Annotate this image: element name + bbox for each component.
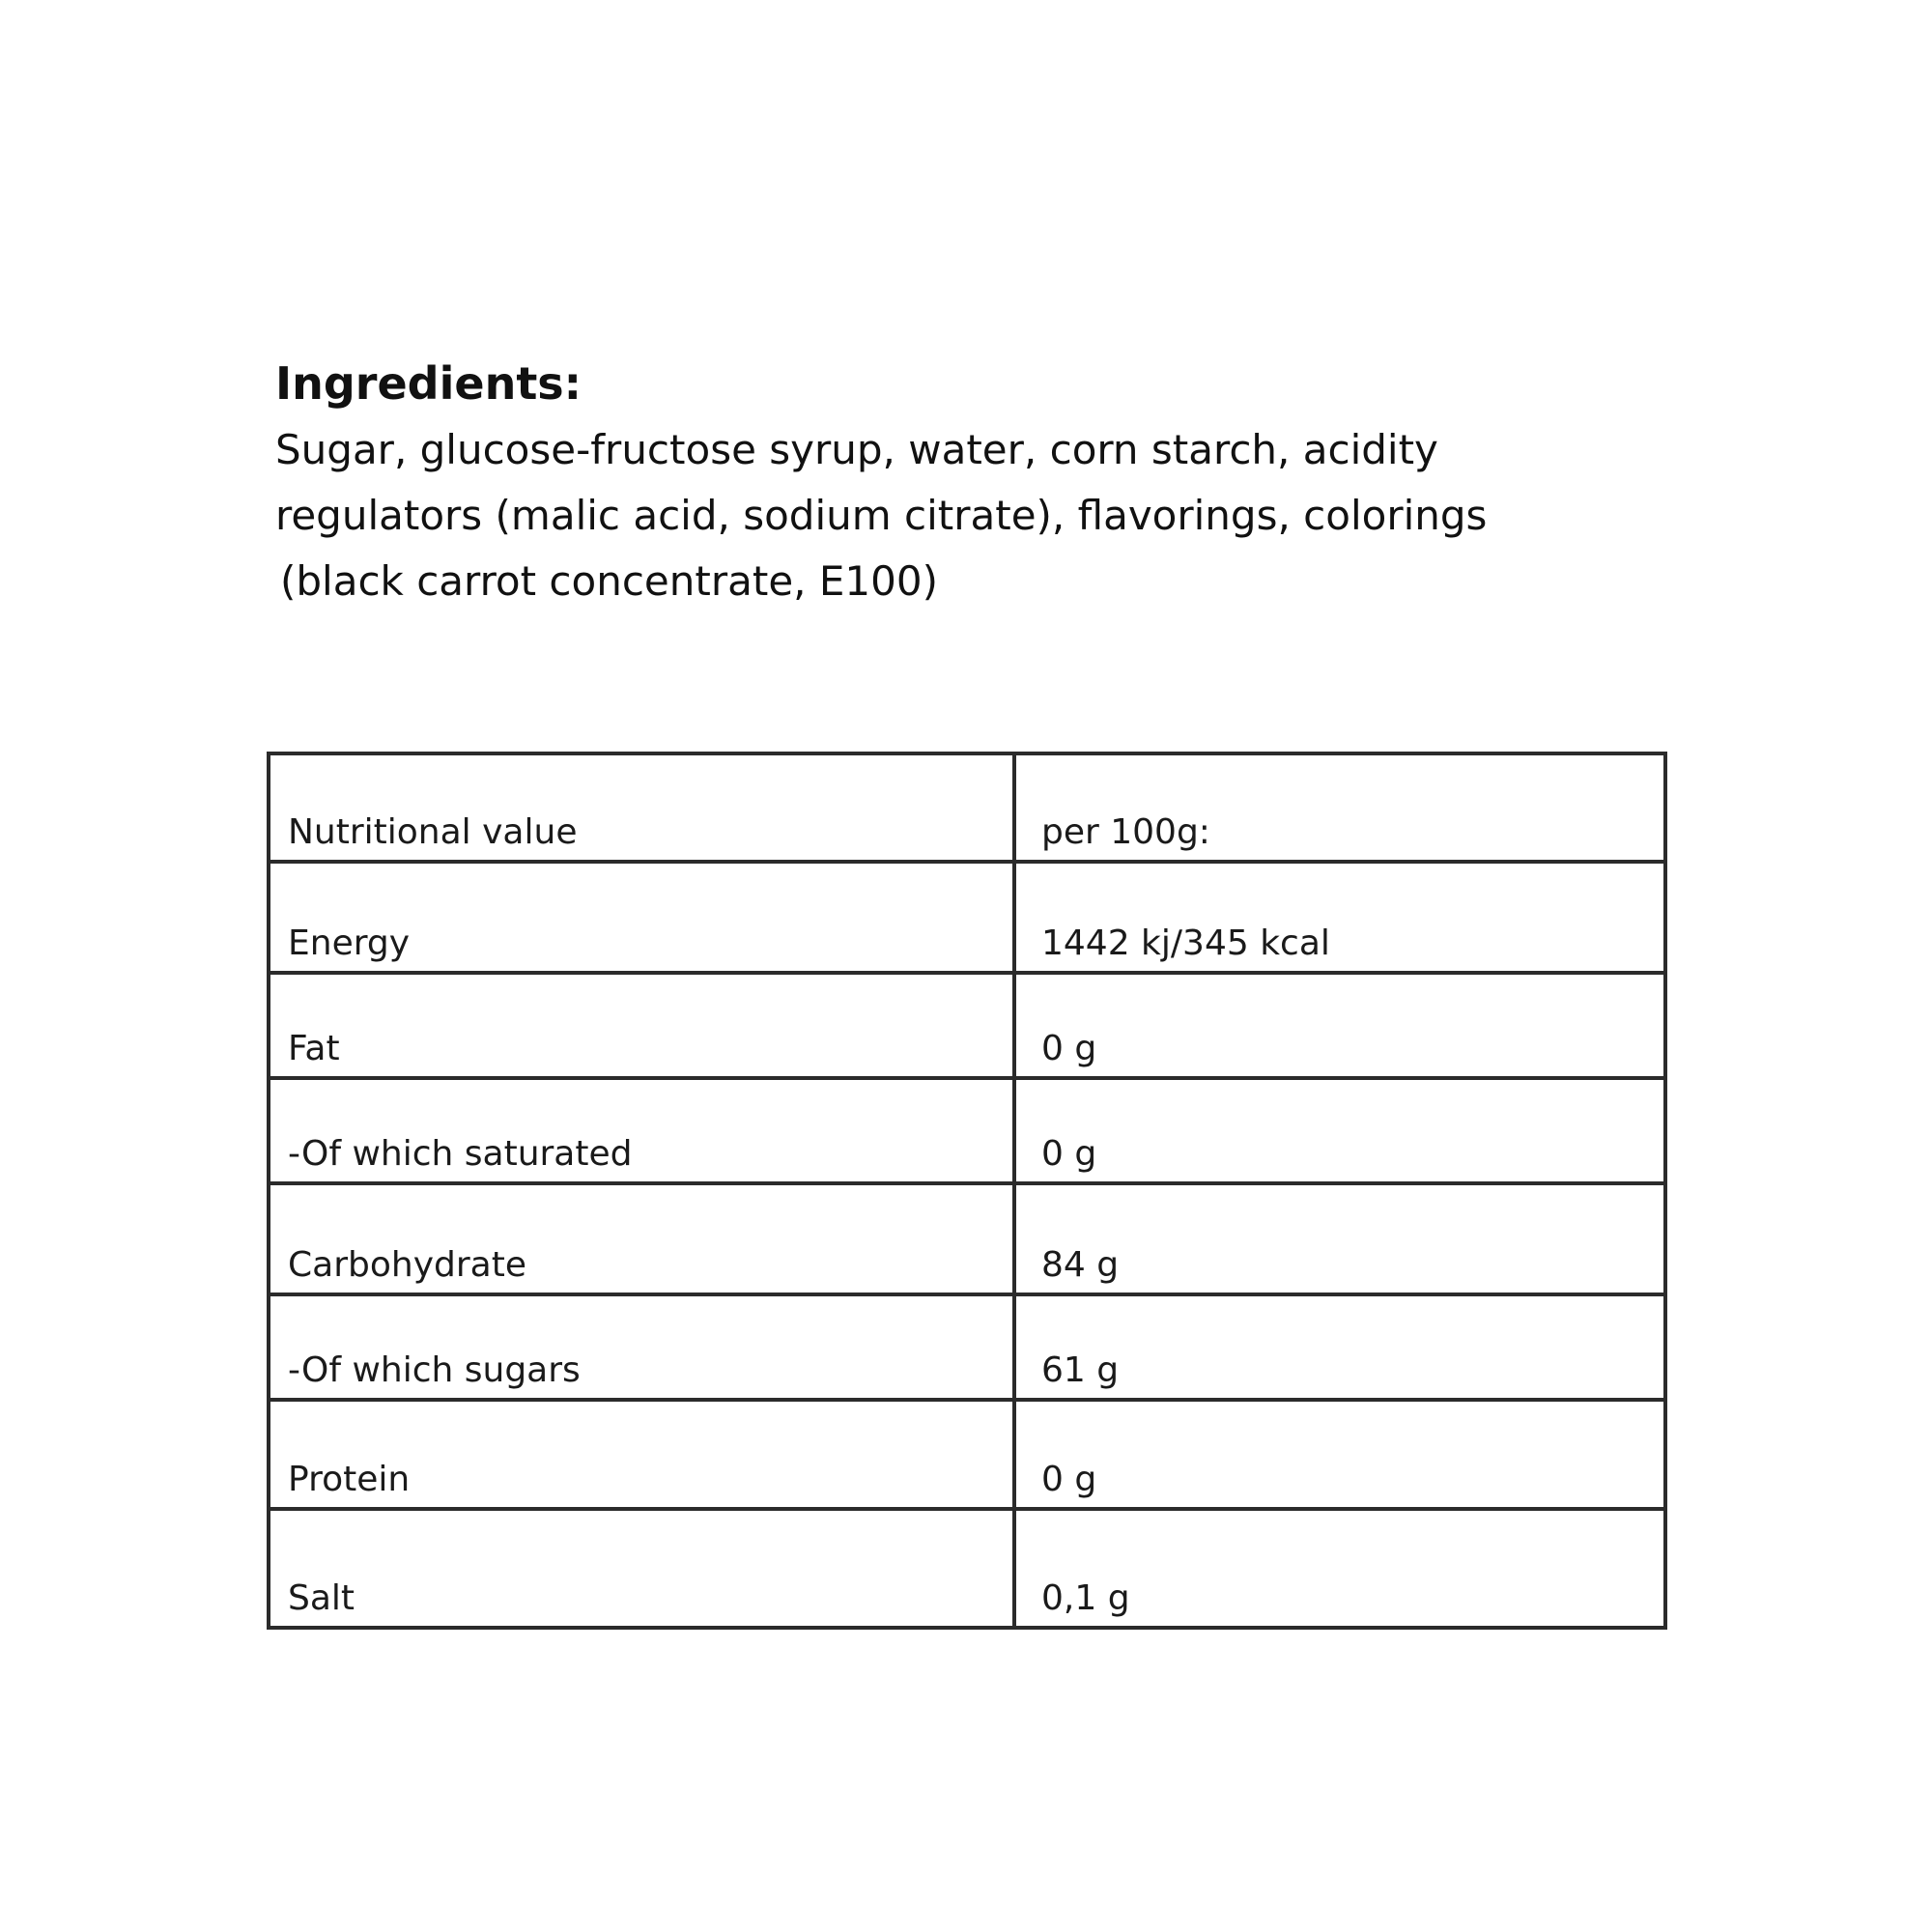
- nutrient-value: 0 g: [1014, 973, 1665, 1078]
- nutrient-value: 0,1 g: [1014, 1509, 1665, 1628]
- nutrient-label: Salt: [269, 1509, 1014, 1628]
- ingredients-line: Sugar, glucose-fructose syrup, water, corn starch, acidity: [275, 426, 1438, 473]
- ingredients-line: regulators (malic acid, sodium citrate), flavorings, colorings: [275, 492, 1488, 539]
- nutrient-label: Fat: [269, 973, 1014, 1078]
- ingredients-text: [275, 417, 1531, 614]
- nutrient-value: 0 g: [1014, 1078, 1665, 1183]
- nutrient-label: -Of which sugars: [269, 1294, 1014, 1400]
- ingredients-line: (black carrot concentrate, E100): [280, 557, 938, 605]
- nutrient-label: Energy: [269, 862, 1014, 973]
- table-row: [269, 1509, 1665, 1628]
- table-header-row: [269, 753, 1665, 862]
- nutrient-label: Carbohydrate: [269, 1183, 1014, 1294]
- nutrient-label: -Of which saturated: [269, 1078, 1014, 1183]
- nutrient-value: 84 g: [1014, 1183, 1665, 1294]
- header-label-cell: Nutritional value: [269, 753, 1014, 862]
- table-row: [269, 1183, 1665, 1294]
- table-row: [269, 1078, 1665, 1183]
- header-value-cell: per 100g:: [1014, 753, 1665, 862]
- nutrient-value: 0 g: [1014, 1400, 1665, 1509]
- nutrient-value: 61 g: [1014, 1294, 1665, 1400]
- nutrition-table: [267, 752, 1667, 1630]
- ingredients-title: Ingredients:: [275, 357, 582, 410]
- table-row: [269, 973, 1665, 1078]
- nutrient-value: 1442 kj/345 kcal: [1014, 862, 1665, 973]
- table-row: [269, 862, 1665, 973]
- table-row: [269, 1400, 1665, 1509]
- ingredients-section: [275, 350, 1531, 614]
- nutrient-label: Protein: [269, 1400, 1014, 1509]
- table-row: [269, 1294, 1665, 1400]
